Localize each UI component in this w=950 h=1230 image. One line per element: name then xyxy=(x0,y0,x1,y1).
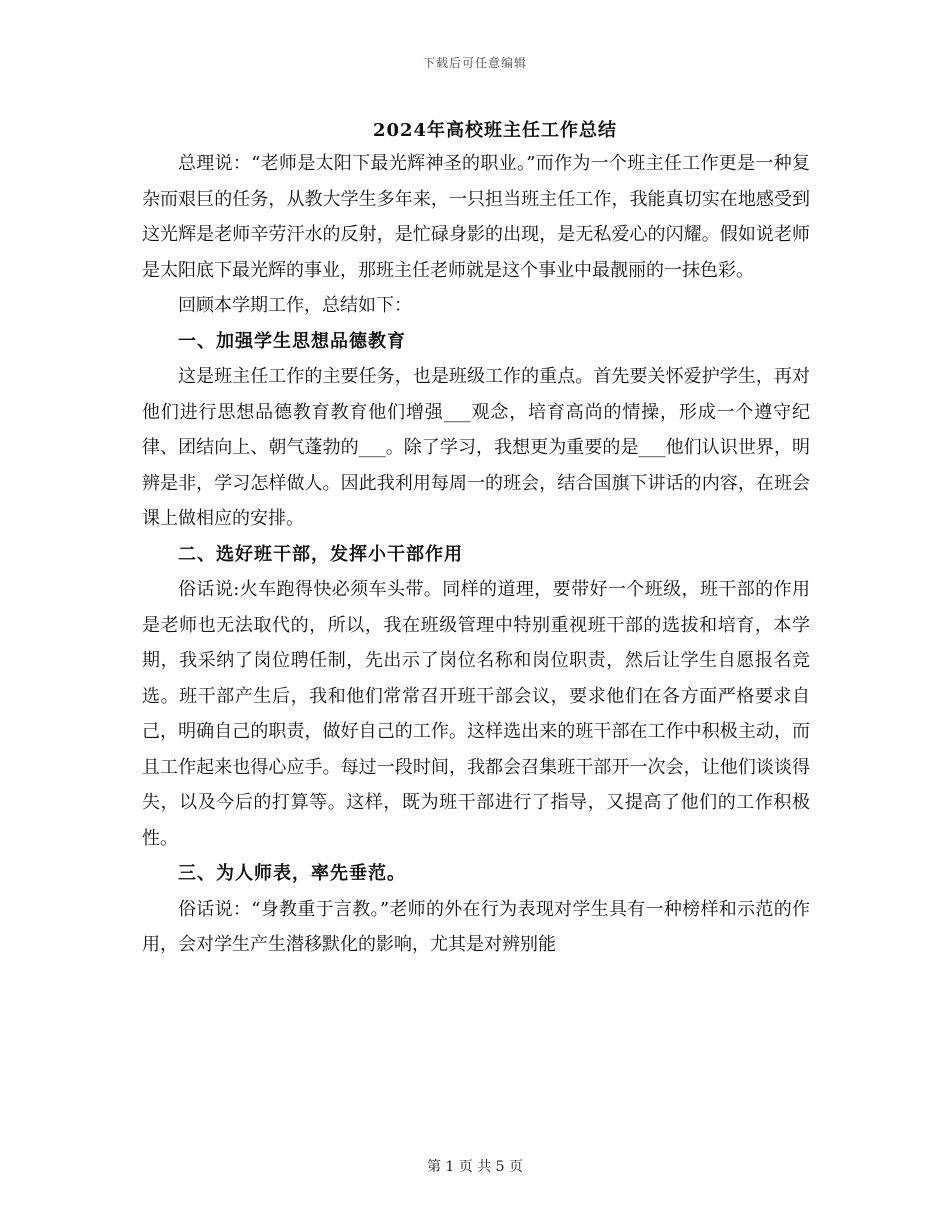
page-number: 第 1 页 共 5 页 xyxy=(426,1159,524,1175)
intro-paragraph: 总理说：“老师是太阳下最光辉神圣的职业。”而作为一个班主任工作更是一种复杂而艰巨的任务，从教大学生多年来，一只担当班主任工作，我能真切实在地感受到这光辉是老师辛劳汗水的反射，是忙碌身影的出现，是无私爱心的闪耀。假如说老师是太阳底下最光辉的事业，那班主任老师就是这个事业中最靓丽的一抹色彩。 xyxy=(142,153,810,281)
section-heading-3: 三、为人师表，率先垂范。 xyxy=(178,863,406,884)
section-heading-1: 一、加强学生思想品德教育 xyxy=(178,330,406,352)
document-title: 2024年高校班主任工作总结 xyxy=(372,120,618,141)
header-note: 下载后可任意编辑 xyxy=(422,56,527,70)
section-body-3: 俗话说：“身教重于言教。”老师的外在行为表现对学生具有一种榜样和示范的作用，会对学生产生潜移默化的影响，尤其是对辨别能 xyxy=(142,898,810,955)
section-heading-2: 二、选好班干部，发挥小干部作用 xyxy=(178,543,463,565)
summary-lead: 回顾本学期工作，总结如下： xyxy=(178,295,412,316)
document-body xyxy=(142,146,810,963)
section-body-2: 俗话说:火车跑得快必须车头带。同样的道理，要带好一个班级，班干部的作用是老师也无法取代的，所以，我在班级管理中特别重视班干部的选拔和培育，本学期，我采纳了岗位聘任制，先出示了岗位名称和岗位职责，然后让学生自愿报名竞选。班干部产生后，我和他们常常召开班干部会议，要求他们在各方面严格要求自己，明确自己的职责，做好自己的工作。这样选出来的班干部在工作中积极主动，而且工作起来也得心应手。每过一段时间，我都会召集班干部开一次会，让他们谈谈得失，以及今后的打算等。这样，既为班干部进行了指导，又提高了他们的工作积极性。 xyxy=(142,579,810,849)
section-body-1: 这是班主任工作的主要任务，也是班级工作的重点。首先要关怀爱护学生，再对他们进行思想品德教育教育他们增强___观念，培育高尚的情操，形成一个遵守纪律、团结向上、朝气蓬勃的___。除了学习，我想更为重要的是___他们认识世界，明辨是非，学习怎样做人。因此我利用每周一的班会，结合国旗下讲话的内容，在班会课上做相应的安排。 xyxy=(142,366,810,529)
